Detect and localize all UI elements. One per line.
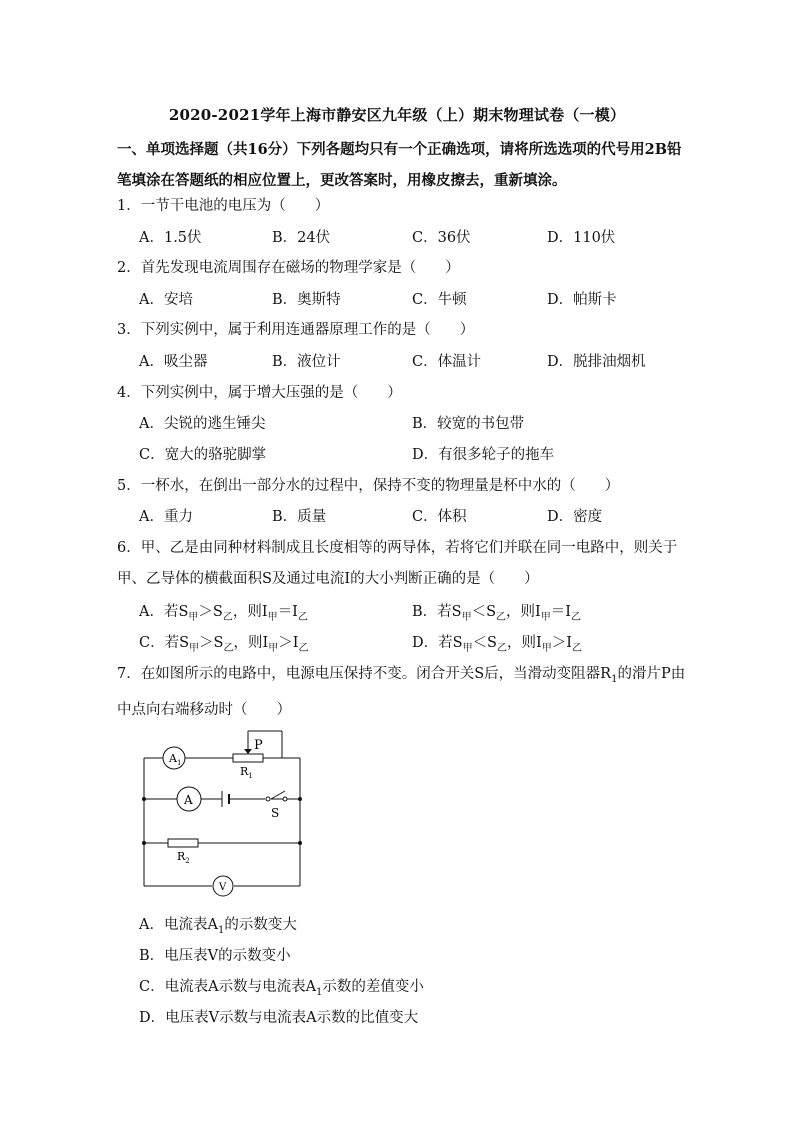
question-2: 2．首先发现电流周围存在磁场的物理学家是（ ） <box>117 260 460 276</box>
q1-option-a: A．1.5伏 <box>139 230 202 246</box>
q6-option-b: B．若$S_甲<S_乙$，则$I_甲=I_乙$ <box>412 604 581 623</box>
junction-dot <box>298 797 302 801</box>
page-title: 2020-2021学年上海市静安区九年级（上）期末物理试卷（一模） <box>168 106 626 124</box>
section-instructions: 一、单项选择题（共16分）下列各题均只有一个正确选项，请将所选选项的代号用2B铅笔填涂在答题纸的相应位置上，更改答案时，用橡皮擦去，重新填涂。 <box>117 141 682 189</box>
q4-option-a: A．尖锐的逃生锤尖 <box>139 416 266 432</box>
switch-contact <box>283 797 287 801</box>
question-1: 1．一节干电池的电压为（ ） <box>117 198 330 214</box>
q3-option-a: A．吸尘器 <box>139 354 208 370</box>
q7-option-a: A．电流表$A_1$的示数变大 <box>139 917 297 936</box>
q3-option-b: B．液位计 <box>272 354 341 370</box>
junction-dot <box>142 797 146 801</box>
q2-option-d: D．帕斯卡 <box>547 292 617 308</box>
q5-option-b: B．质量 <box>272 509 327 525</box>
r1-label: $R_1$ <box>240 765 253 780</box>
q4-option-b: B．较宽的书包带 <box>412 416 525 432</box>
q4-option-d: D．有很多轮子的拖车 <box>412 447 555 463</box>
question-5: 5．一杯水，在倒出一部分水的过程中，保持不变的物理量是杯中水的（ ） <box>117 478 620 494</box>
a-label: A <box>184 793 193 807</box>
q6-option-a: A．若$S_甲>S_乙$，则$I_甲=I_乙$ <box>139 604 308 623</box>
q7-option-c: C．电流表A示数与电流表$A_1$示数的差值变小 <box>139 979 424 998</box>
switch-contact <box>266 797 270 801</box>
junction-dot <box>142 841 146 845</box>
circuit-diagram <box>130 725 320 900</box>
v-label: V <box>219 882 227 893</box>
question-7: 7．在如图所示的电路中，电源电压保持不变。闭合开关S后，当滑动变阻器$R_1$的滑片P由中点向右端移动时（ ） <box>117 666 686 718</box>
question-4: 4．下列实例中，属于增大压强的是（ ） <box>117 385 402 401</box>
q2-option-b: B．奥斯特 <box>272 292 341 308</box>
r1-resistor <box>233 754 263 762</box>
q4-option-c: C．宽大的骆驼脚掌 <box>139 447 267 463</box>
q7-option-b: B．电压表V的示数变小 <box>139 948 291 964</box>
slider-arrowhead <box>244 749 252 754</box>
q1-option-d: D．110伏 <box>547 230 616 246</box>
junction-dot <box>298 841 302 845</box>
q2-option-c: C．牛顿 <box>412 292 467 308</box>
question-3: 3．下列实例中，属于利用连通器原理工作的是（ ） <box>117 322 475 338</box>
q1-option-c: C．36伏 <box>412 230 471 246</box>
q5-option-c: C．体积 <box>412 509 467 525</box>
q2-option-a: A．安培 <box>139 292 193 308</box>
q6-option-d: D．若$S_甲<S_乙$，则$I_甲>I_乙$ <box>412 635 582 654</box>
q6-option-c: C．若$S_甲>S_乙$，则$I_甲>I_乙$ <box>139 635 309 654</box>
q3-option-d: D．脱排油烟机 <box>547 354 646 370</box>
q5-option-d: D．密度 <box>547 509 603 525</box>
slider-p-label: P <box>254 738 263 753</box>
q7-option-d: D．电压表V示数与电流表A示数的比值变大 <box>139 1010 419 1026</box>
question-6: 6．甲、乙是由同种材料制成且长度相等的两导体，若将它们并联在同一电路中，则关于甲、乙导体的横截面积S及通过电流I的大小判断正确的是（ ） <box>117 540 678 587</box>
q3-option-c: C．体温计 <box>412 354 482 370</box>
r2-resistor <box>168 839 198 847</box>
r2-label: $R_2$ <box>177 850 190 865</box>
q5-option-a: A．重力 <box>139 509 193 525</box>
a1-label: $A_1$ <box>169 752 182 767</box>
switch-s-label: S <box>271 806 280 820</box>
q1-option-b: B．24伏 <box>272 230 331 246</box>
